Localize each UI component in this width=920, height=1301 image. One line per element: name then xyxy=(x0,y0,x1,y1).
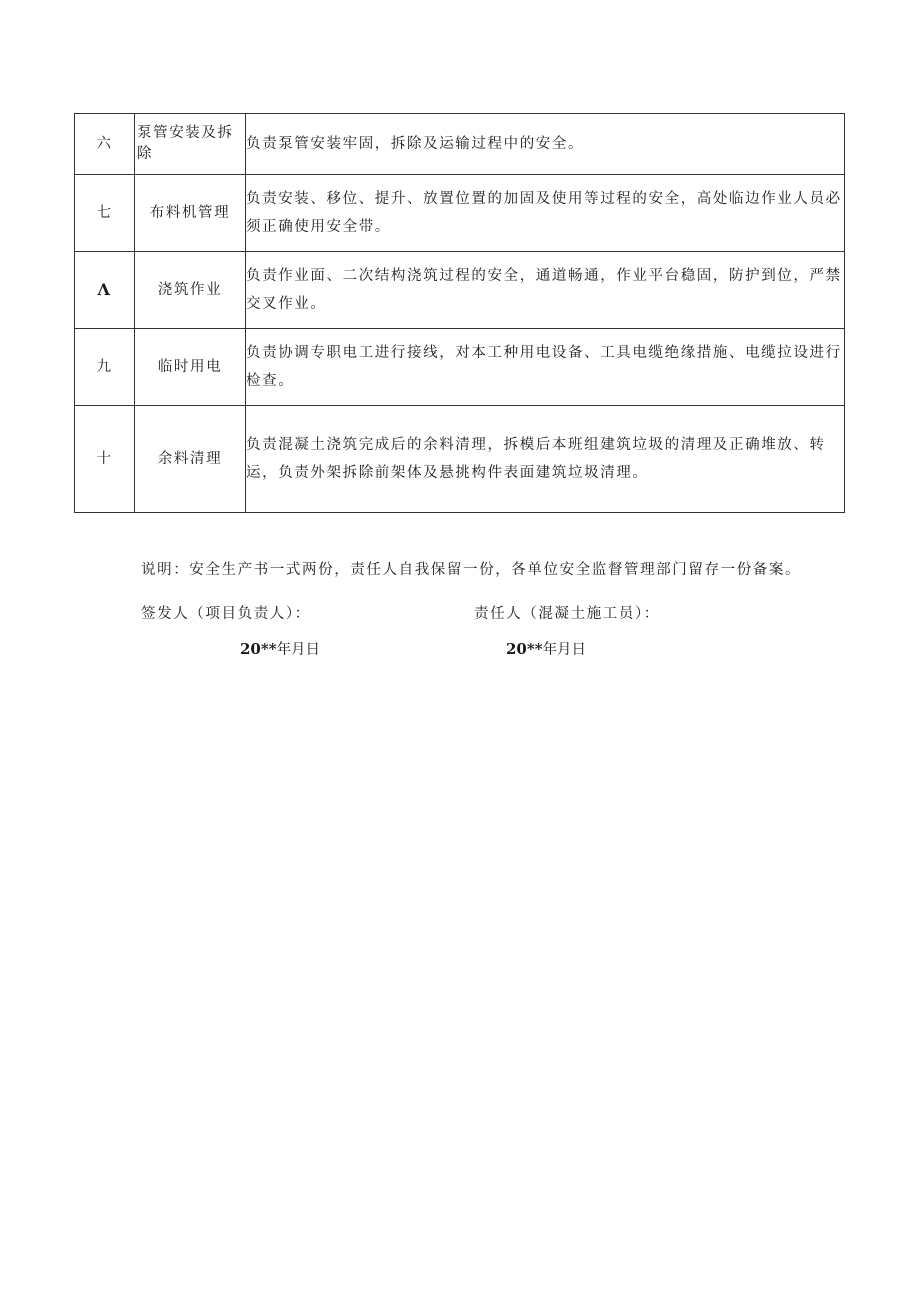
issuer-date-rest: 年月日 xyxy=(276,642,321,658)
row-item: 余料清理 xyxy=(135,406,246,513)
row-item: 泵管安装及拆除 xyxy=(135,114,246,175)
row-item: 浇筑作业 xyxy=(135,252,246,329)
row-description: 负责混凝土浇筑完成后的余料清理，拆模后本班组建筑垃圾的清理及正确堆放、转运，负责外架拆除前架体及悬挑构件表面建筑垃圾清理。 xyxy=(246,406,845,513)
issuer-signature-label: 签发人（项目负责人）： xyxy=(141,606,311,622)
row-item: 布料机管理 xyxy=(135,175,246,252)
responsible-signature-label: 责任人（混凝土施工员）： xyxy=(474,606,660,622)
row-number: 九 xyxy=(75,329,135,406)
table-row xyxy=(75,406,845,513)
table-row xyxy=(75,175,845,252)
row-description: 负责安装、移位、提升、放置位置的加固及使用等过程的安全，高处临边作业人员必须正确使用安全带。 xyxy=(246,175,845,252)
table-row xyxy=(75,329,845,406)
row-number: 六 xyxy=(75,114,135,175)
row-number: Λ xyxy=(75,252,135,329)
row-description: 负责协调专职电工进行接线，对本工种用电设备、工具电缆绝缘措施、电缆拉设进行检查。 xyxy=(246,329,845,406)
responsible-date-year: 20** xyxy=(506,640,543,658)
responsibility-table xyxy=(74,113,845,513)
responsible-date-rest: 年月日 xyxy=(542,642,587,658)
table-row xyxy=(75,252,845,329)
row-number: 七 xyxy=(75,175,135,252)
row-number: 十 xyxy=(75,406,135,513)
row-description: 负责泵管安装牢固，拆除及运输过程中的安全。 xyxy=(246,114,845,175)
table-row xyxy=(75,114,845,175)
responsible-date xyxy=(506,638,586,659)
issuer-date-year: 20** xyxy=(240,640,277,658)
issuer-date xyxy=(240,638,320,659)
row-description: 负责作业面、二次结构浇筑过程的安全，通道畅通，作业平台稳固，防护到位，严禁交叉作业。 xyxy=(246,252,845,329)
row-item: 临时用电 xyxy=(135,329,246,406)
explanation-note: 说明：安全生产书一式两份，责任人自我保留一份，各单位安全监督管理部门留存一份备案。 xyxy=(141,562,802,578)
